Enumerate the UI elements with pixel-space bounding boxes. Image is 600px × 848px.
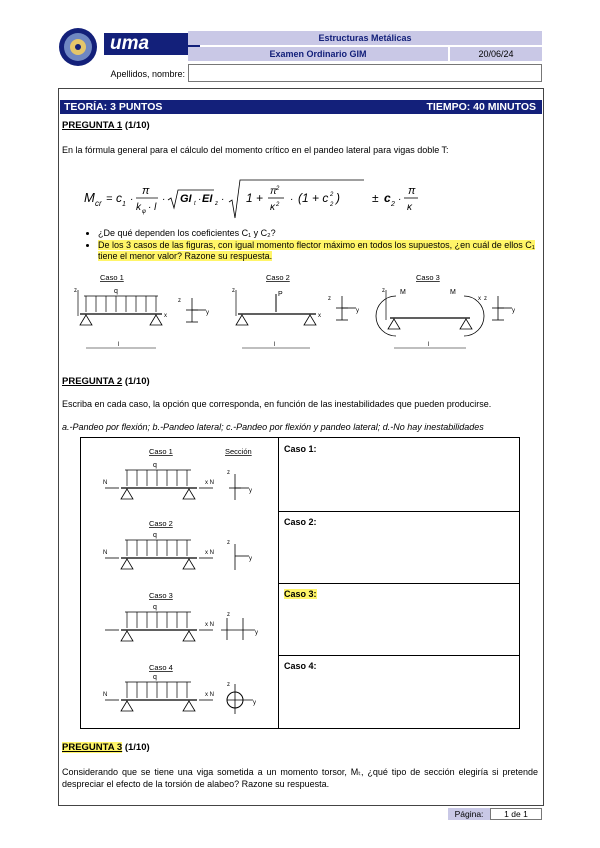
svg-text:±: ±	[372, 191, 379, 205]
svg-text:M: M	[400, 289, 406, 296]
svg-text:z: z	[484, 296, 487, 302]
svg-text:GI: GI	[180, 193, 192, 205]
svg-text:q: q	[114, 288, 118, 295]
table-row-divider	[278, 583, 520, 584]
exam-date: 20/06/24	[450, 47, 542, 61]
question-2-title: PREGUNTA 2 (1/10)	[62, 376, 150, 387]
question-1-bullet-cases: • De los 3 casos de las figuras, con igual momento flector máximo en todos los supuestos, ¿en cuál de ellos C₁ tiene el menor valor? Razone su respuesta.	[98, 240, 538, 263]
svg-text:z: z	[227, 612, 230, 618]
critical-moment-formula	[84, 178, 524, 220]
svg-text:x N: x N	[205, 692, 214, 698]
q1-case-1-label: Caso 1	[100, 273, 124, 282]
svg-text:·: ·	[290, 194, 294, 205]
svg-text:y: y	[206, 310, 209, 316]
svg-text:z: z	[382, 288, 385, 294]
svg-text:EI: EI	[202, 193, 213, 205]
svg-text:z: z	[227, 540, 230, 546]
answer-case-4[interactable]: Caso 4:	[284, 661, 317, 671]
page-number: 1 de 1	[490, 808, 542, 820]
question-3-text: Considerando que se tiene una viga sometida a un momento torsor, Mₜ, ¿qué tipo de sección elegiría si pretende despreciar el efecto de la torsión de alabeo? Razone su respuesta.	[62, 767, 538, 789]
svg-text:z: z	[215, 201, 218, 207]
svg-text:q: q	[153, 532, 157, 539]
svg-text:φ: φ	[142, 209, 146, 215]
svg-text:π: π	[142, 185, 150, 197]
theory-banner	[60, 100, 542, 114]
answer-case-2[interactable]: Caso 2:	[284, 517, 317, 527]
question-3-title: PREGUNTA 3 (1/10)	[62, 742, 150, 753]
q1-case-3-label: Caso 3	[416, 273, 440, 282]
q2-case-3-label: Caso 3	[149, 591, 173, 600]
svg-text:κ: κ	[270, 202, 275, 213]
svg-text:N: N	[103, 480, 108, 486]
university-logo-text: uma	[104, 33, 200, 55]
svg-text:k: k	[136, 202, 141, 213]
svg-text:=: =	[106, 193, 113, 205]
svg-text:q: q	[153, 604, 157, 611]
exam-title: Examen Ordinario GIM	[188, 47, 448, 61]
svg-text:z: z	[227, 682, 230, 688]
svg-text:t: t	[194, 201, 196, 207]
q2-case-1-label: Caso 1	[149, 447, 173, 456]
svg-text:x N: x N	[205, 550, 214, 556]
q2-case-2-label: Caso 2	[149, 519, 173, 528]
svg-text:·: ·	[198, 194, 202, 205]
svg-text:2: 2	[276, 186, 280, 192]
svg-text:M: M	[84, 190, 95, 205]
svg-text:z: z	[227, 470, 230, 476]
svg-text:x: x	[478, 296, 481, 302]
theory-title: TEORÍA: 3 PUNTOS	[64, 101, 163, 113]
svg-text:c: c	[384, 191, 391, 205]
university-seal-logo	[58, 27, 98, 67]
svg-text:1: 1	[122, 201, 126, 208]
svg-text:2: 2	[276, 202, 280, 208]
svg-text:l: l	[118, 342, 120, 348]
svg-text:x: x	[318, 313, 321, 319]
svg-text:l: l	[274, 342, 276, 348]
question-1-load-cases-figure	[66, 270, 540, 360]
question-2-answer-table	[80, 437, 520, 729]
question-1-title: PREGUNTA 1 (1/10)	[62, 120, 150, 131]
q1-case-2-label: Caso 2	[266, 273, 290, 282]
svg-text:cr: cr	[95, 199, 102, 208]
svg-text:x: x	[164, 313, 167, 319]
answer-case-3[interactable]: Caso 3:	[284, 589, 317, 599]
question-1-bullets	[88, 228, 538, 263]
table-row-divider	[278, 511, 520, 512]
svg-text:): )	[336, 191, 340, 205]
svg-text:z: z	[232, 288, 235, 294]
svg-text:·: ·	[162, 194, 166, 205]
question-2-intro: Escriba en cada caso, la opción que corresponda, en función de las inestabilidades que pueden producirse.	[62, 399, 492, 409]
svg-text:P: P	[278, 291, 283, 298]
answer-case-1[interactable]: Caso 1:	[284, 444, 317, 454]
svg-text:·: ·	[398, 194, 402, 205]
svg-text:M: M	[450, 289, 456, 296]
svg-text:y: y	[249, 488, 252, 494]
svg-text:z: z	[74, 288, 77, 294]
theory-time: TIEMPO: 40 MINUTOS	[426, 101, 536, 113]
svg-text:N: N	[103, 550, 108, 556]
question-1-bullet-coefficients: • ¿De qué dependen los coeficientes C₁ y C₂?	[98, 228, 538, 240]
svg-text:q: q	[153, 462, 157, 469]
q2-case-4-label: Caso 4	[149, 663, 173, 672]
svg-text:(1 + c: (1 + c	[298, 191, 329, 205]
svg-text:N: N	[103, 692, 108, 698]
svg-text:· l: · l	[148, 202, 157, 213]
svg-text:q: q	[153, 674, 157, 681]
svg-text:·: ·	[221, 194, 225, 205]
svg-text:2: 2	[330, 202, 334, 208]
svg-text:x N: x N	[205, 480, 214, 486]
svg-text:2: 2	[330, 192, 334, 198]
q2-section-label: Sección	[225, 447, 252, 456]
table-row-divider	[278, 655, 520, 656]
svg-text:y: y	[512, 308, 515, 314]
svg-text:x N: x N	[205, 622, 214, 628]
svg-text:1 +: 1 +	[246, 191, 264, 205]
course-title: Estructuras Metálicas	[188, 31, 542, 45]
question-1-intro: En la fórmula general para el cálculo del momento crítico en el pandeo lateral para vigas doble T:	[62, 145, 449, 155]
svg-text:z: z	[328, 296, 331, 302]
svg-text:π: π	[408, 185, 416, 197]
question-2-options: a.-Pandeo por flexión; b.-Pandeo lateral; c.-Pandeo por flexión y pandeo lateral; d.-No hay inestabilidades	[62, 422, 484, 432]
svg-text:z: z	[178, 298, 181, 304]
page-label: Página:	[448, 808, 490, 820]
svg-text:y: y	[253, 700, 256, 706]
name-field[interactable]	[188, 64, 542, 82]
svg-text:κ: κ	[407, 202, 412, 213]
svg-text:y: y	[356, 308, 359, 314]
svg-text:y: y	[249, 556, 252, 562]
svg-text:y: y	[255, 630, 258, 636]
svg-text:·: ·	[130, 194, 134, 205]
question-2-load-cases-figure	[91, 444, 271, 724]
svg-text:π: π	[270, 186, 277, 197]
svg-text:l: l	[428, 342, 430, 348]
svg-text:2: 2	[391, 201, 395, 208]
name-label: Apellidos, nombre:	[110, 69, 185, 79]
svg-text:c: c	[116, 191, 122, 205]
